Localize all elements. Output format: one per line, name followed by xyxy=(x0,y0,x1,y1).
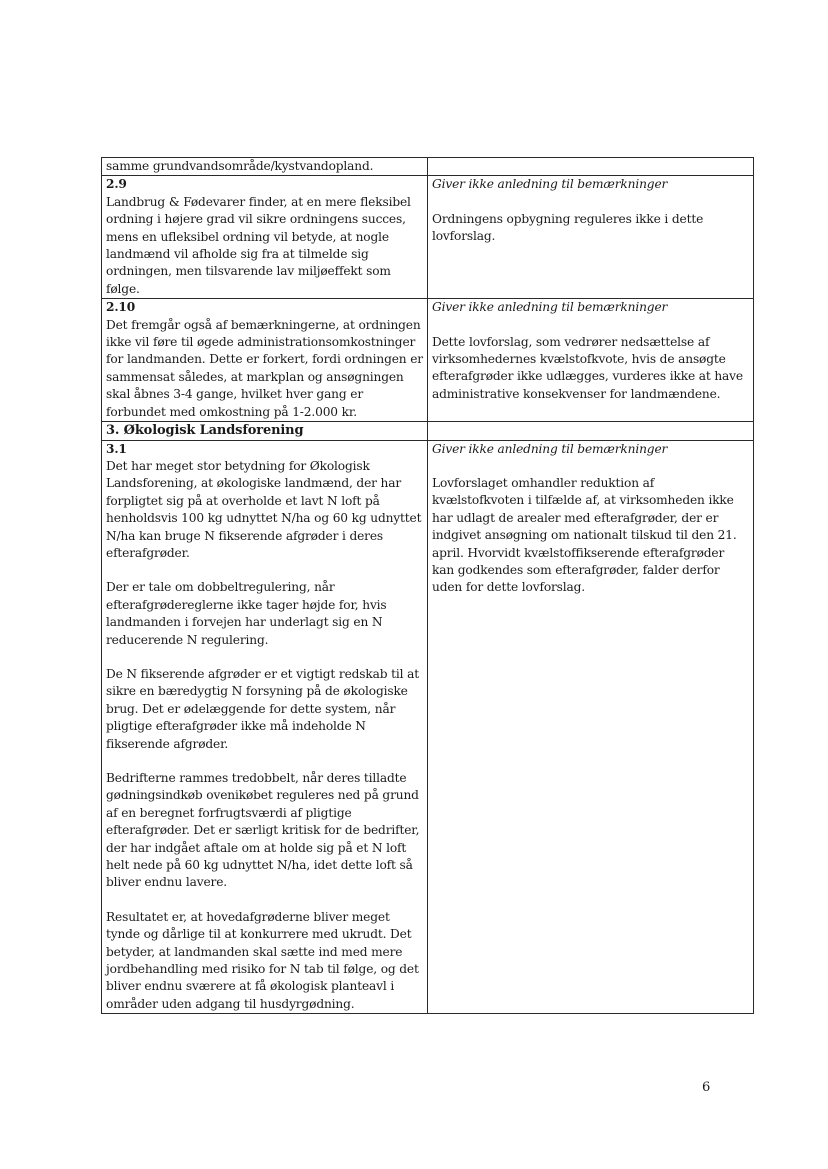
comment-paragraph: De N fikserende afgrøder er et vigtigt redskab til at sikre en bæredygtig N forsyning på de økologiske brug. Det er ødelæggende for dette system, når pligtige efterafgrøder ikke må indeholde N fikserende afgrøder. xyxy=(106,666,419,751)
cell-left xyxy=(102,440,428,1014)
cell-right xyxy=(428,299,754,422)
table-row xyxy=(102,176,754,299)
table-row xyxy=(102,440,754,1014)
cell-left xyxy=(102,176,428,299)
comment-paragraph: Bedrifterne rammes tredobbelt, når deres tilladte gødningsindkøb ovenikøbet reguleres ned på grund af en beregnet forfrugtsværdi af pligtige efterafgrøder. Det er særligt kritisk for de bedrifter, der har indgået aftale om at holde sig på et N loft helt nede på 60 kg udnyttet N/ha, idet dette loft så bliver endnu lavere. xyxy=(106,771,420,890)
comment-paragraph: Resultatet er, at hovedafgrøderne bliver meget tynde og dårlige til at konkurrere med ukrudt. Det betyder, at landmanden skal sætte ind med mere jordbehandling med risiko for N tab til følge, og det bliver endnu sværere at få økologisk planteavl i områder uden adgang til husdyrgødning. xyxy=(106,909,419,1011)
comment-text: Landbrug & Fødevarer finder, at en mere fleksibel ordning i højere grad vil sikre ordningens succes, mens en ufleksibel ordning vil betyde, at nogle landmænd vil afholde sig fra at tilmelde sig ordningen, men tilsvarende lav miljøeffekt som følge. xyxy=(106,194,411,296)
cell-left xyxy=(102,299,428,422)
page-number: 6 xyxy=(702,1080,711,1095)
response-status: Giver ikke anledning til bemærkninger xyxy=(432,177,668,192)
table-row xyxy=(102,299,754,422)
table-row xyxy=(102,158,754,176)
cell-right xyxy=(428,440,754,1014)
cell-right xyxy=(428,422,754,440)
comment-text: Det fremgår også af bemærkningerne, at ordningen ikke vil føre til øgede administrationsomkostninger for landmanden. Dette er forkert, fordi ordningen er sammensat således, at markplan og ansøgningen skal åbnes 3-4 gange, hvilket hver gang er forbundet med omkostning på 1-2.000 kr. xyxy=(106,317,423,419)
cell-left xyxy=(102,158,428,176)
cell-text: samme grundvandsområde/kystvandopland. xyxy=(106,159,374,173)
response-text: Lovforslaget omhandler reduktion af kvælstofkvoten i tilfælde af, at virksomheden ikke har udlagt de arealer med efterafgrøder, der er indgivet ansøgning om nationalt tilskud til den 21. april. Hvorvidt kvælstoffikserende efterafgrøder kan godkendes som efterafgrøder, falder derfor uden for dette lovforslag. xyxy=(432,475,737,595)
cell-right xyxy=(428,158,754,176)
section-header-row xyxy=(102,422,754,440)
item-number: 2.9 xyxy=(106,177,127,192)
item-number: 3.1 xyxy=(106,441,127,456)
cell-right xyxy=(428,176,754,299)
comment-paragraph: Det har meget stor betydning for Økologisk Landsforening, at økologiske landmænd, der har forpligtet sig på at overholde et lavt N loft på henholdsvis 100 kg udnyttet N/ha og 60 kg udnyttet N/ha kan bruge N fikserende afgrøder i deres efterafgrøder. xyxy=(106,458,422,560)
response-status: Giver ikke anledning til bemærkninger xyxy=(432,441,668,456)
item-number: 2.10 xyxy=(106,300,136,315)
response-text: Ordningens opbygning reguleres ikke i dette lovforslag. xyxy=(432,211,704,244)
response-status: Giver ikke anledning til bemærkninger xyxy=(432,300,668,315)
response-text: Dette lovforslag, som vedrører nedsættelse af virksomhedernes kvælstofkvote, hvis de ansøgte efterafgrøder ikke udlægges, vurderes ikke at have administrative konsekvenser for landmændene. xyxy=(432,334,743,401)
comment-paragraph: Der er tale om dobbeltregulering, når efterafgrødereglerne ikke tager højde for, hvis landmanden i forvejen har underlagt sig en N reducerende N regulering. xyxy=(106,580,387,647)
response-table xyxy=(101,157,754,1014)
section-title: 3. Økologisk Landsforening xyxy=(102,422,428,440)
